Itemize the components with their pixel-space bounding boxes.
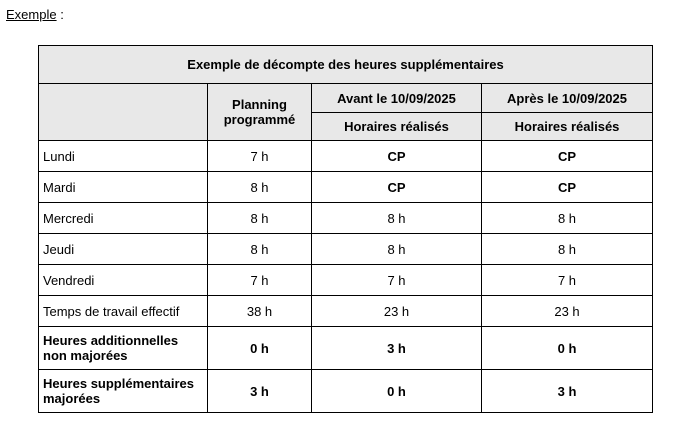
table-title-row (39, 46, 653, 84)
cell-avant: 0 h (312, 370, 482, 413)
table-row (39, 370, 653, 413)
row-label: Vendredi (39, 265, 208, 296)
cell-apres: 3 h (482, 370, 653, 413)
row-label: Mercredi (39, 203, 208, 234)
header-apres-sub: Horaires réalisés (482, 113, 653, 141)
table-row (39, 172, 653, 203)
cell-apres: 8 h (482, 234, 653, 265)
row-label: Heures additionnelles non majorées (39, 327, 208, 370)
header-avant-group: Avant le 10/09/2025 (312, 84, 482, 113)
cell-planning: 8 h (208, 203, 312, 234)
cell-planning: 8 h (208, 234, 312, 265)
table-row (39, 296, 653, 327)
cell-apres: 0 h (482, 327, 653, 370)
cell-planning: 8 h (208, 172, 312, 203)
header-row-1 (39, 84, 653, 113)
row-label: Temps de travail effectif (39, 296, 208, 327)
cell-avant: CP (312, 141, 482, 172)
table-row (39, 234, 653, 265)
cell-avant: 23 h (312, 296, 482, 327)
table-row (39, 327, 653, 370)
cell-apres: 8 h (482, 203, 653, 234)
cell-avant: 8 h (312, 234, 482, 265)
cell-avant: 3 h (312, 327, 482, 370)
cell-apres: 23 h (482, 296, 653, 327)
row-label: Jeudi (39, 234, 208, 265)
cell-apres: CP (482, 141, 653, 172)
table-row (39, 265, 653, 296)
cell-planning: 3 h (208, 370, 312, 413)
header-apres-group: Après le 10/09/2025 (482, 84, 653, 113)
intro-suffix: : (56, 7, 64, 22)
cell-avant: 7 h (312, 265, 482, 296)
cell-avant: 8 h (312, 203, 482, 234)
row-label: Lundi (39, 141, 208, 172)
cell-avant: CP (312, 172, 482, 203)
header-planning: Planning programmé (208, 84, 312, 141)
table-title: Exemple de décompte des heures supplémentaires (39, 46, 653, 84)
cell-apres: CP (482, 172, 653, 203)
cell-apres: 7 h (482, 265, 653, 296)
intro-line (6, 7, 64, 22)
table-row (39, 203, 653, 234)
cell-planning: 7 h (208, 141, 312, 172)
table-row (39, 141, 653, 172)
header-avant-sub: Horaires réalisés (312, 113, 482, 141)
cell-planning: 7 h (208, 265, 312, 296)
cell-planning: 38 h (208, 296, 312, 327)
overtime-table (38, 45, 653, 413)
intro-label: Exemple (6, 7, 57, 22)
row-label: Heures supplémentaires majorées (39, 370, 208, 413)
cell-planning: 0 h (208, 327, 312, 370)
row-label: Mardi (39, 172, 208, 203)
header-blank-cell (39, 84, 208, 141)
